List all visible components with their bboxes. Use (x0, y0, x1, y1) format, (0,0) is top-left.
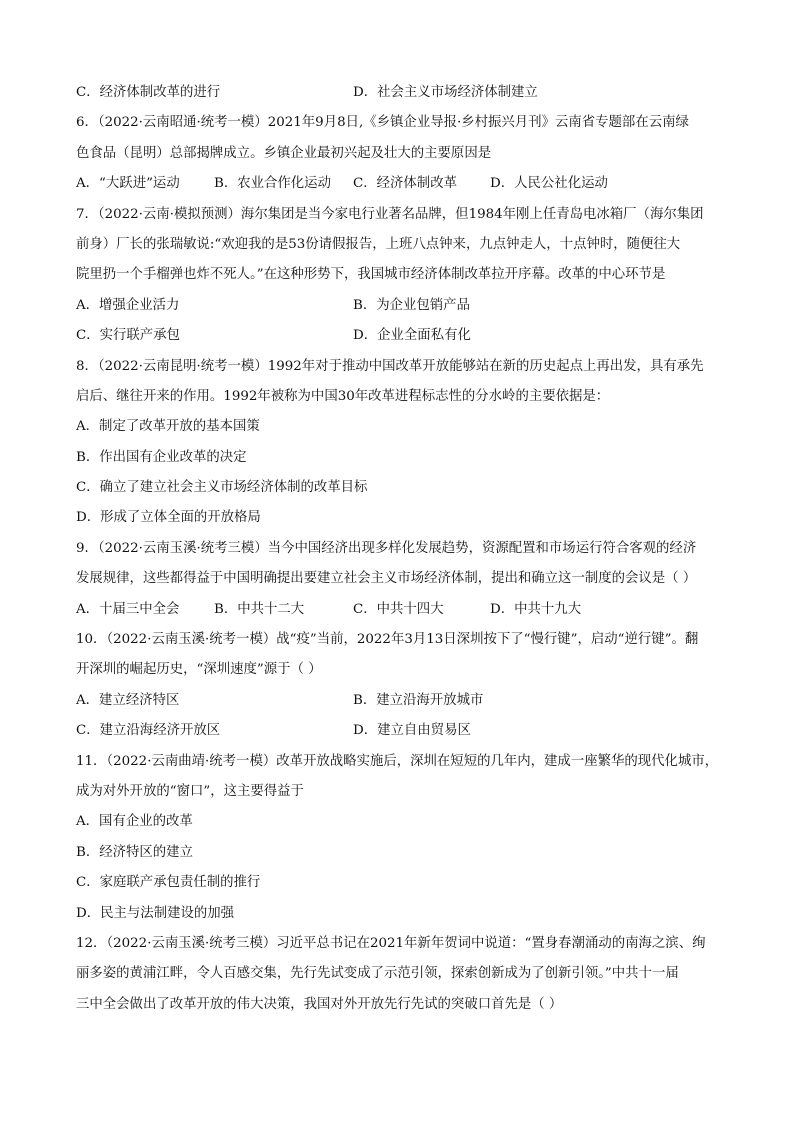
question-11 (76, 747, 722, 929)
q8-option-d[interactable]: D．形成了立体全面的开放格局 (76, 510, 261, 526)
question-7 (76, 200, 722, 352)
q10-option-a[interactable]: A．建立经济特区 (76, 692, 180, 708)
q10-options-row-2 (76, 716, 722, 746)
q10-option-b[interactable]: B．建立沿海开放城市 (353, 692, 484, 708)
q9-options-row (76, 595, 722, 625)
q8-stem-line-2: 启后、继往开来的作用。1992年被称为中国30年改革进程标志性的分水岭的主要依据是： (76, 388, 610, 404)
q10-option-d[interactable]: D．建立自由贸易区 (353, 723, 471, 739)
q9-option-c[interactable]: C．中共十四大 (353, 601, 444, 617)
q7-options-row-1 (76, 291, 722, 321)
question-9 (76, 534, 722, 625)
q8-option-c[interactable]: C．确立了建立社会主义市场经济体制的改革目标 (76, 480, 368, 496)
q7-option-b[interactable]: B．为企业包销产品 (353, 297, 470, 313)
q11-stem-line-2: 成为对外开放的“窗口”，这主要得益于 (76, 783, 304, 799)
question-10 (76, 625, 722, 747)
question-8 (76, 352, 722, 534)
q7-stem-line-1: 7．（2022·云南·模拟预测）海尔集团是当今家电行业著名品牌，但1984年刚上任青岛电冰箱厂（海尔集团 (76, 206, 704, 222)
q5-option-d[interactable]: D．社会主义市场经济体制建立 (353, 85, 538, 100)
q6-options-row (76, 169, 722, 199)
q9-option-b[interactable]: B．中共十二大 (214, 601, 305, 617)
document-page (76, 78, 722, 1020)
q11-option-c[interactable]: C．家庭联产承包责任制的推行 (76, 875, 261, 891)
q5-options-row (76, 78, 722, 108)
q7-option-c[interactable]: C．实行联产承包 (76, 328, 180, 344)
q9-option-d[interactable]: D．中共十九大 (490, 601, 582, 617)
q6-option-d[interactable]: D．人民公社化运动 (490, 176, 608, 192)
q10-option-c[interactable]: C．建立沿海经济开放区 (76, 723, 221, 739)
q9-stem-line-1: 9．（2022·云南玉溪·统考三模）当今中国经济出现多样化发展趋势，资源配置和市场运行符合客观的经济 (76, 540, 697, 556)
question-6 (76, 108, 722, 199)
q10-stem-line-1: 10．（2022·云南玉溪·统考一模）战“疫”当前，2022年3月13日深圳按下了“慢行键”，启动“逆行键”。翻 (76, 632, 699, 648)
q9-stem-line-2: 发展规律，这些都得益于中国明确提出要建立社会主义市场经济体制，提出和确立这一制度的会议是（ ） (76, 571, 697, 587)
q7-options-row-2 (76, 321, 722, 351)
q12-stem-line-3: 三中全会做出了改革开放的伟大决策，我国对外开放先行先试的突破口首先是（ ） (76, 996, 563, 1012)
q6-option-c[interactable]: C．经济体制改革 (353, 176, 457, 192)
q10-options-row-1 (76, 686, 722, 716)
q7-option-d[interactable]: D．企业全面私有化 (353, 328, 471, 344)
q6-stem-line-1: 6．（2022·云南昭通·统考一模）2021年9月8日,《乡镇企业导报·乡村振兴月刊》云南省专题部在云南绿 (76, 115, 689, 131)
q10-stem-line-2: 开深圳的崛起历史，“深圳速度”源于（ ） (76, 662, 322, 678)
q11-option-b[interactable]: B．经济特区的建立 (76, 844, 193, 860)
q11-option-d[interactable]: D．民主与法制建设的加强 (76, 905, 235, 921)
q6-stem-line-2: 色食品（昆明）总部揭牌成立。乡镇企业最初兴起及壮大的主要原因是 (76, 145, 492, 161)
q6-option-b[interactable]: B．农业合作化运动 (214, 176, 331, 192)
q6-option-a[interactable]: A．“大跃进”运动 (76, 176, 180, 192)
q5-option-c[interactable]: C．经济体制改革的进行 (76, 85, 221, 100)
q7-option-a[interactable]: A．增强企业活力 (76, 297, 180, 313)
q8-option-a[interactable]: A．制定了改革开放的基本国策 (76, 419, 260, 435)
q12-stem-line-2: 丽多姿的黄浦江畔，令人百感交集，先行先试变成了示范引领，探索创新成为了创新引领。”中共十一届 (76, 966, 679, 982)
q11-option-a[interactable]: A．国有企业的改革 (76, 814, 193, 830)
q9-option-a[interactable]: A．十届三中全会 (76, 601, 180, 617)
q7-stem-line-3: 院里扔一个手榴弹也炸不死人。”在这种形势下，我国城市经济体制改革拉开序幕。改革的中心环节是 (76, 267, 666, 283)
q8-option-b[interactable]: B．作出国有企业改革的决定 (76, 449, 247, 465)
q8-stem-line-1: 8．（2022·云南昆明·统考一模）1992年对于推动中国改革开放能够站在新的历史起点上再出发，具有承先 (76, 358, 704, 374)
q7-stem-line-2: 前身）厂长的张瑞敏说:“欢迎我的是53份请假报告，上班八点钟来，九点钟走人，十点钟时，随便往大 (76, 236, 681, 252)
q11-stem-line-1: 11．（2022·云南曲靖·统考一模）改革开放战略实施后，深圳在短短的几年内，建成一座繁华的现代化城市， (76, 753, 719, 769)
q12-stem-line-1: 12．（2022·云南玉溪·统考三模）习近平总书记在2021年新年贺词中说道：“置身春潮涌动的南海之滨、绚 (76, 935, 706, 951)
question-12 (76, 929, 722, 1020)
